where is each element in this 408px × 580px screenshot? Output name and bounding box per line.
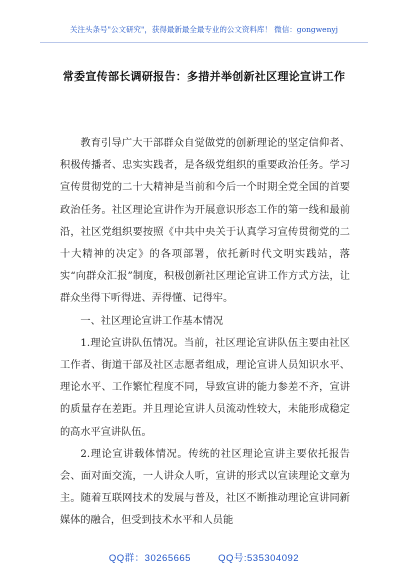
header-promo-note: 关注头条号"公文研究"，获得最新最全最专业的公文资料库！ 微信：gongwenyj bbox=[40, 22, 368, 43]
section-heading: 一、社区理论宣讲工作基本情况 bbox=[80, 315, 224, 327]
footer-contact bbox=[0, 550, 408, 564]
document-body bbox=[60, 133, 350, 533]
footer-qq-number: QQ号:535304092 bbox=[218, 553, 300, 564]
body-paragraph-team: 1.理论宣讲队伍情况。当前，社区理论宣讲队伍主要由社区工作者、街道干部及社区志愿者组成，理论宣讲人员知识水平、理论水平、工作繁忙程度不同，导致宣讲的能力参差不齐，宣讲的质量存在差距。并且理论宣讲人员流动性较大，未能形成稳定的高水平宣讲队伍。 bbox=[60, 337, 350, 438]
body-paragraph-carrier: 2.理论宣讲载体情况。传统的社区理论宣讲主要依托报告会、面对面交流，一人讲众人听，宣讲的形式以宣读理论文章为主。随着互联网技术的发展与普及，社区不断推动理论宣讲同新媒体的融合，但受到技术水平和人员能 bbox=[60, 448, 350, 527]
footer-qq-group: QQ群：30265665 bbox=[108, 553, 191, 564]
document-title: 常委宣传部长调研报告：多措并举创新社区理论宣讲工作 bbox=[62, 70, 346, 83]
intro-paragraph: 教育引导广大干部群众自觉做党的创新理论的坚定信仰者、积极传播者、忠实实践者，是各级党组织的重要政治任务。学习宣传贯彻党的二十大精神是当前和今后一个时期全党全国的首要政治任务。社区理论宣讲作为开展意识形态工作的第一线和最前沿，社区党组织要按照《中共中央关于认真学习宣传贯彻党的二十大精神的决定》的各项部署，依托新时代文明实践站，落实“向群众汇报”制度，积极创新社区理论宣讲工作方式方法，让群众坐得下听得进、弄得懂、记得牢。 bbox=[60, 138, 350, 305]
